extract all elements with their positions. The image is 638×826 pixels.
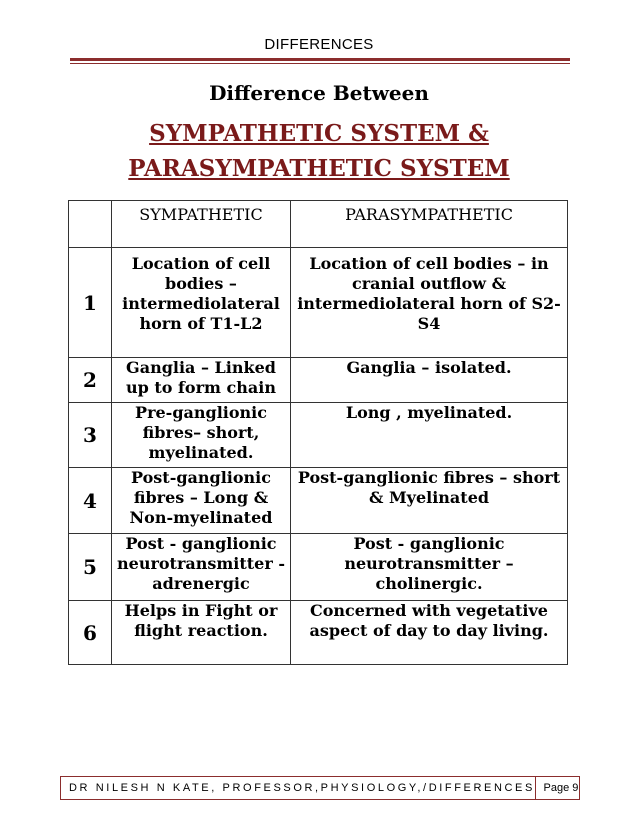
row-number: 2: [69, 358, 112, 403]
parasympathetic-cell: Location of cell bodies – in cranial outflow & intermediolateral horn of S2-S4: [291, 248, 568, 358]
sympathetic-cell: Pre-ganglionic fibres– short, myelinated.: [112, 403, 291, 468]
sympathetic-cell: Post - ganglionic neurotransmitter - adrenergic: [112, 534, 291, 601]
parasympathetic-cell: Post - ganglionic neurotransmitter – cholinergic.: [291, 534, 568, 601]
title-line-2: PARASYMPATHETIC SYSTEM: [128, 155, 510, 182]
header-cell-sympathetic: SYMPATHETIC: [112, 201, 291, 248]
row-number: 1: [69, 248, 112, 358]
row-number: 5: [69, 534, 112, 601]
parasympathetic-cell: Ganglia – isolated.: [291, 358, 568, 403]
running-header: DIFFERENCES: [264, 36, 374, 53]
table-row: [69, 601, 568, 665]
footer-author: DR NILESH N KATE, PROFESSOR,PHYSIOLOGY,/DIFFERENCES: [69, 782, 535, 794]
subtitle: Difference Between: [209, 81, 429, 105]
table-row: [69, 358, 568, 403]
parasympathetic-cell: Concerned with vegetative aspect of day to day living.: [291, 601, 568, 665]
comparison-table: [68, 200, 568, 665]
row-number: 4: [69, 468, 112, 534]
table-header-row: [69, 201, 568, 248]
parasympathetic-cell: Long , myelinated.: [291, 403, 568, 468]
table-row: [69, 468, 568, 534]
title-line-1: SYMPATHETIC SYSTEM &: [149, 120, 489, 147]
table-row: [69, 248, 568, 358]
row-number: 3: [69, 403, 112, 468]
page-title: [100, 116, 538, 186]
sympathetic-cell: Ganglia – Linked up to form chain: [112, 358, 291, 403]
sympathetic-cell: Helps in Fight or flight reaction.: [112, 601, 291, 665]
sympathetic-cell: Location of cell bodies – intermediolateral horn of T1-L2: [112, 248, 291, 358]
header-rule-thick: [70, 58, 570, 61]
header-cell-parasympathetic: PARASYMPATHETIC: [291, 201, 568, 248]
footer: [60, 776, 580, 800]
page-number: Page 9: [543, 782, 579, 794]
table-row: [69, 534, 568, 601]
row-number: 6: [69, 601, 112, 665]
table-row: [69, 403, 568, 468]
header-rule-thin: [70, 63, 570, 64]
parasympathetic-cell: Post-ganglionic fibres – short & Myelinated: [291, 468, 568, 534]
header-cell-number: [69, 201, 112, 248]
sympathetic-cell: Post-ganglionic fibres – Long & Non-myelinated: [112, 468, 291, 534]
